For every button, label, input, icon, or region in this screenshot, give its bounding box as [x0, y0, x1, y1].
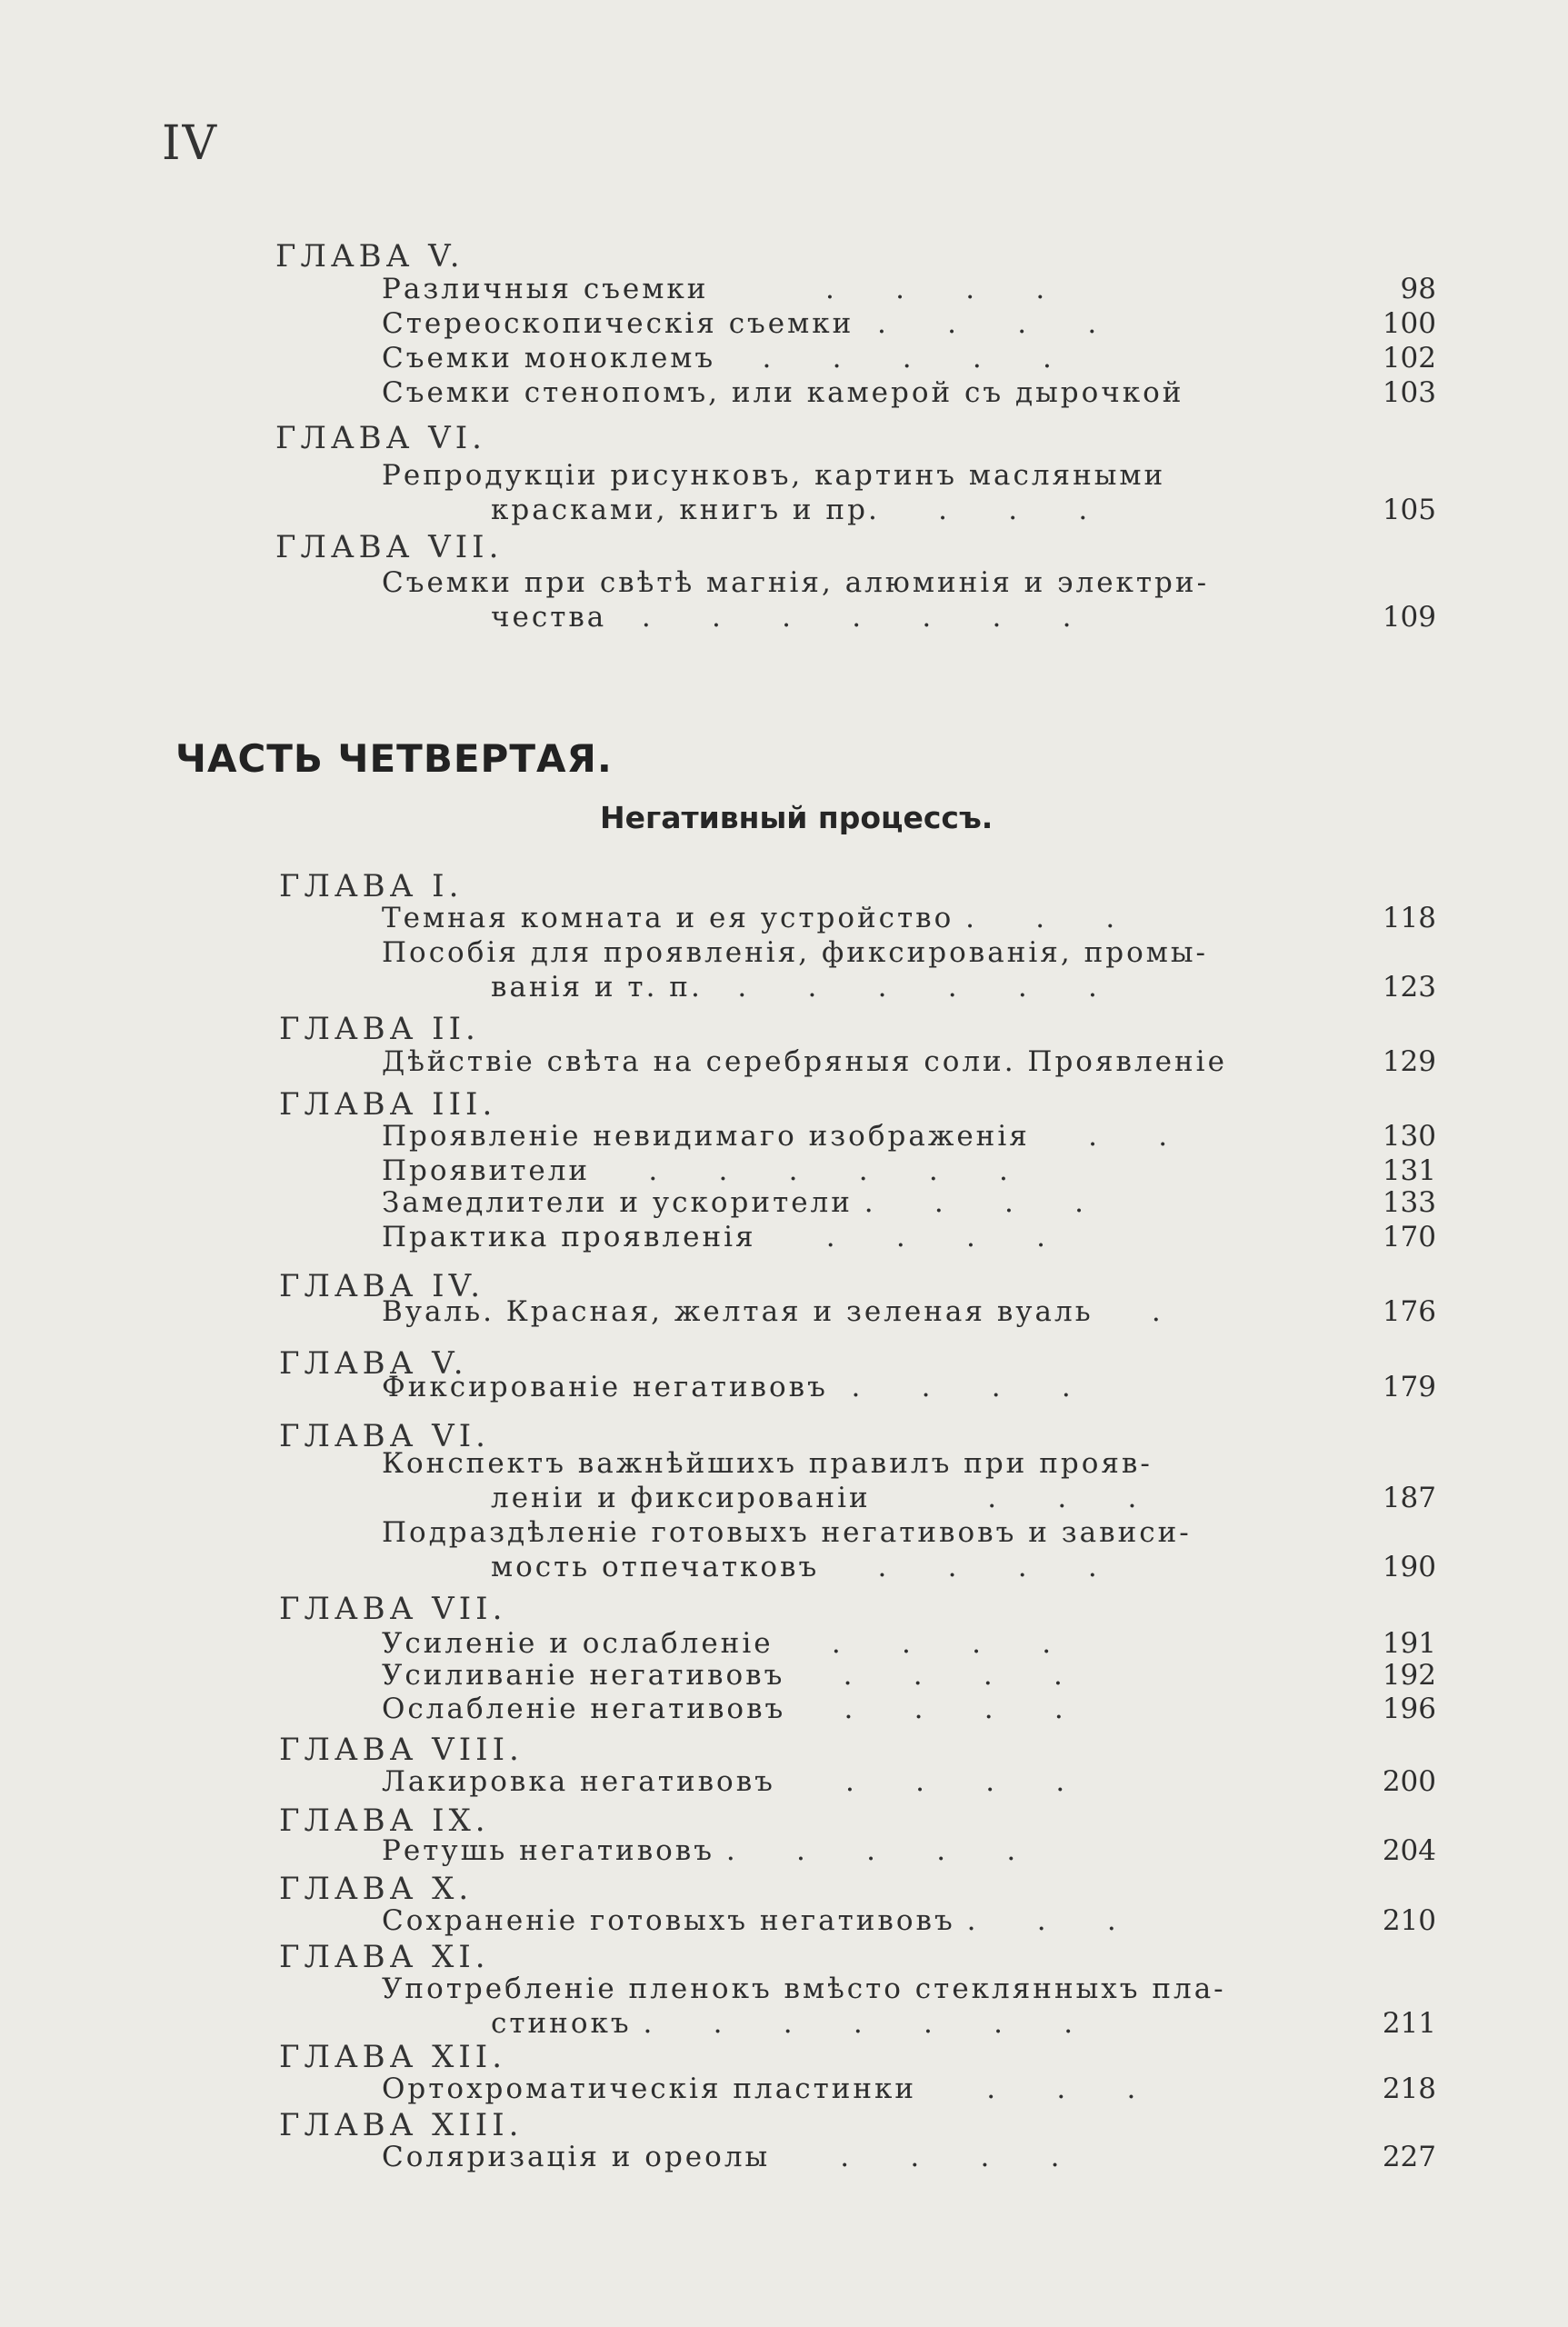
toc-entry-line: Съемки моноклемъ . . . . . [382, 342, 1054, 375]
toc-entry-line: Темная комната и ея устройство . . . [382, 902, 1118, 934]
toc-entry-line: Пособія для проявленія, фиксированія, промы- [382, 936, 1208, 969]
toc-page-number: 187 [1382, 1482, 1436, 1514]
toc-page-number: 210 [1382, 1904, 1436, 1937]
chapter-heading: ГЛАВА IX. [279, 1803, 490, 1839]
toc-page-number: 103 [1382, 376, 1436, 409]
toc-entry-line: Съемки стенопомъ, или камерой съ дырочкой [382, 376, 1184, 409]
toc-entry-line: Фиксированіе негативовъ . . . . [382, 1371, 1074, 1403]
toc-page-number: 131 [1382, 1154, 1436, 1187]
toc-entry-line: Съемки при свѣтѣ магнія, алюминія и электри- [382, 566, 1210, 599]
chapter-heading: ГЛАВА I. [279, 868, 464, 904]
toc-entry-line: красками, книгъ и пр. . . . [491, 494, 1091, 526]
toc-page-number: 192 [1382, 1659, 1436, 1692]
toc-page-number: 109 [1382, 601, 1436, 634]
toc-entry-line: Сохраненіе готовыхъ негативовъ . . . [382, 1904, 1119, 1937]
toc-entry-line: Дѣйствіе свѣта на серебряныя соли. Проявленіе [382, 1045, 1227, 1078]
toc-entry-line: Репродукціи рисунковъ, картинъ масляными [382, 459, 1166, 492]
toc-entry-line: Ортохроматическія пластинки . . . [382, 2072, 1139, 2105]
chapter-heading: ГЛАВА XI. [279, 1939, 490, 1975]
toc-page-number: 204 [1382, 1834, 1436, 1867]
toc-entry-line: Проявители . . . . . . [382, 1154, 1011, 1187]
chapter-heading: ГЛАВА XII. [279, 2039, 507, 2075]
toc-entry-line: Проявленіе невидимаго изображенія . . [382, 1120, 1171, 1153]
chapter-heading: ГЛАВА V. [275, 238, 464, 275]
toc-entry-line: Практика проявленія . . . . [382, 1221, 1048, 1253]
toc-entry-line: стинокъ . . . . . . . [491, 2007, 1076, 2040]
toc-page-number: 196 [1382, 1693, 1436, 1725]
toc-page-number: 118 [1382, 902, 1436, 934]
toc-entry-line: Усиливаніе негативовъ . . . . [382, 1659, 1065, 1692]
toc-entry-line: Ретушь негативовъ . . . . . [382, 1834, 1019, 1867]
chapter-heading: ГЛАВА XIII. [279, 2107, 524, 2143]
toc-page-number: 200 [1382, 1765, 1436, 1798]
toc-page-number: 102 [1382, 342, 1436, 375]
chapter-heading: ГЛАВА VI. [275, 420, 486, 456]
chapter-heading: ГЛАВА VIII. [279, 1732, 524, 1768]
toc-page-number: 133 [1382, 1186, 1436, 1219]
chapter-heading: ГЛАВА IV. [279, 1268, 485, 1304]
toc-entry-line: Лакировка негативовъ . . . . [382, 1765, 1068, 1798]
chapter-heading: ГЛАВА VI. [279, 1418, 490, 1454]
toc-page-number: 170 [1382, 1221, 1436, 1253]
chapter-heading: ГЛАВА V. [279, 1345, 468, 1382]
toc-entry-line: Усиленіе и ослабленіе . . . . [382, 1627, 1054, 1660]
toc-entry-line: Вуаль. Красная, желтая и зеленая вуаль . [382, 1295, 1164, 1328]
toc-entry-line: Соляризація и ореолы . . . . [382, 2141, 1063, 2173]
chapter-heading: ГЛАВА VII. [275, 529, 504, 565]
toc-page-number: 100 [1382, 307, 1436, 340]
toc-page-number: 227 [1382, 2141, 1436, 2173]
toc-entry-line: Ослабленіе негативовъ . . . . [382, 1693, 1066, 1725]
toc-page-number: 98 [1400, 273, 1436, 305]
toc-entry-line: мость отпечатковъ . . . . [491, 1551, 1100, 1583]
toc-entry-line: Замедлители и ускорители . . . . [382, 1186, 1086, 1219]
page-number: IV [162, 116, 219, 171]
toc-page-number: 130 [1382, 1120, 1436, 1153]
toc-page-number: 123 [1382, 971, 1436, 1004]
toc-entry-line: Подраздѣленіе готовыхъ негативовъ и зависи- [382, 1516, 1192, 1549]
toc-page-number: 211 [1382, 2007, 1436, 2040]
toc-page-number: 179 [1382, 1371, 1436, 1403]
toc-page-number: 191 [1382, 1627, 1436, 1660]
toc-page-number: 129 [1382, 1045, 1436, 1078]
toc-entry-line: Употребленіе пленокъ вмѣсто стеклянныхъ пла- [382, 1972, 1226, 2005]
toc-page-number: 105 [1382, 494, 1436, 526]
chapter-heading: ГЛАВА VII. [279, 1591, 507, 1627]
toc-entry-line: Конспектъ важнѣйшихъ правилъ при прояв- [382, 1447, 1153, 1480]
toc-entry-line: Стереоскопическія съемки . . . . [382, 307, 1100, 340]
toc-page-number: 176 [1382, 1295, 1436, 1328]
part-subtitle: Негативный процессъ. [600, 800, 994, 835]
toc-entry-line: Различныя съемки . . . . [382, 273, 1048, 305]
toc-entry-line: леніи и фиксированіи . . . [491, 1482, 1140, 1514]
part-title: ЧАСТЬ ЧЕТВЕРТАЯ. [175, 736, 613, 781]
chapter-heading: ГЛАВА III. [279, 1086, 497, 1123]
chapter-heading: ГЛАВА X. [279, 1871, 474, 1907]
chapter-heading: ГЛАВА II. [279, 1011, 480, 1047]
toc-entry-line: ванія и т. п. . . . . . . [491, 971, 1100, 1004]
toc-entry-line: чества . . . . . . . [491, 601, 1074, 634]
toc-page-number: 218 [1382, 2072, 1436, 2105]
toc-page-number: 190 [1382, 1551, 1436, 1583]
